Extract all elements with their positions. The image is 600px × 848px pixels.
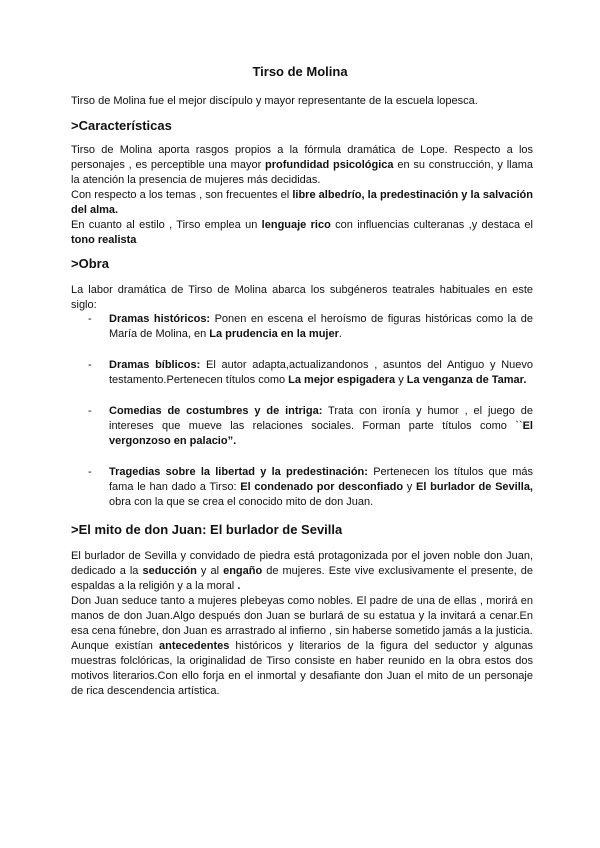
mito-text: El burlador de Sevilla y convidado de piedra está protagonizada por el joven noble don Juan, dedicado a la seducción y al engaño de mujeres. Este vive exclusivamente el presente, de espaldas a la religión y a la moral . Don Juan seduce tanto a mujeres plebeyas como nobles. El padre de una de ellas , morirá en manos de don Juan.Algo después don Juan se burlará de su estatua y la invitará a cenar.En esa cena fúnebre, don Juan es arrastrado al infierno , sin haberse sometido jamás a la justicia. Aunque existían antecedentes históricos y literarios de la figura del seductor y algunas muestras folclóricas, la originalidad de Tirso consiste en haber reunido en la obra estos dos motivos literarios.Con ello forja en el inmortal y desafiante don Juan el mito de un personaje de rica descendencia artística. (71, 550, 534, 697)
obra-intro: La labor dramática de Tirso de Molina abarca los subgéneros teatrales habituales en este siglo: (71, 284, 533, 311)
heading-caracteristicas: >Características (71, 118, 172, 133)
bold-word: antecedentes (159, 640, 230, 652)
list-item: - Tragedias sobre la libertad y la predestinación: Pertenecen los títulos que más fama le han dado a Tirso: El condenado por desconfiado y El burlador de Sevilla, obra con la que se crea el conocido mito de don Juan. (88, 466, 534, 508)
bold-phrase: lenguaje rico (261, 219, 331, 231)
bold-word: engaño (223, 565, 263, 577)
heading-obra: >Obra (71, 256, 109, 271)
bold-phrase: profundidad psicológica (265, 159, 394, 171)
document-title: Tirso de Molina (252, 64, 348, 79)
bold-phrase: tono realista (71, 234, 137, 246)
caracteristicas-text: Tirso de Molina aporta rasgos propios a la fórmula dramática de Lope. Respecto a los personajes , es perceptible una mayor profundidad psicológica en su construcción, y llama la atención la presencia de mujeres más decididas. Con respecto a los temas , son frecuentes el libre albedrío, la predestinación y la salvación del alma. En cuanto al estilo , Tirso emplea un lenguaje rico con influencias culteranas ,y destaca el tono realista (71, 144, 533, 246)
bold-word: seducción (142, 565, 197, 577)
intro-paragraph: Tirso de Molina fue el mejor discípulo y mayor representante de la escuela lopesca. (71, 95, 478, 107)
list-item: - Dramas históricos: Ponen en escena el heroísmo de figuras históricas como la de María de Molina, en La prudencia en la mujer. (88, 313, 533, 340)
heading-mito: >El mito de don Juan: El burlador de Sevilla (71, 522, 343, 537)
list-item: - Comedias de costumbres y de intriga: Trata con ironía y humor , el juego de intereses que mueve las relaciones sociales. Forman parte títulos como ``El vergonzoso en palacio”. (88, 405, 533, 447)
list-item: - Dramas bíblicos: El autor adapta,actualizandonos , asuntos del Antiguo y Nuevo testamento.Pertenecen títulos como La mejor espigadera y La venganza de Tamar. (88, 359, 533, 386)
subgenres-list (71, 312, 533, 510)
bold-phrase: libre albedrío, la predestinación y la salvación del alma. (71, 189, 533, 216)
